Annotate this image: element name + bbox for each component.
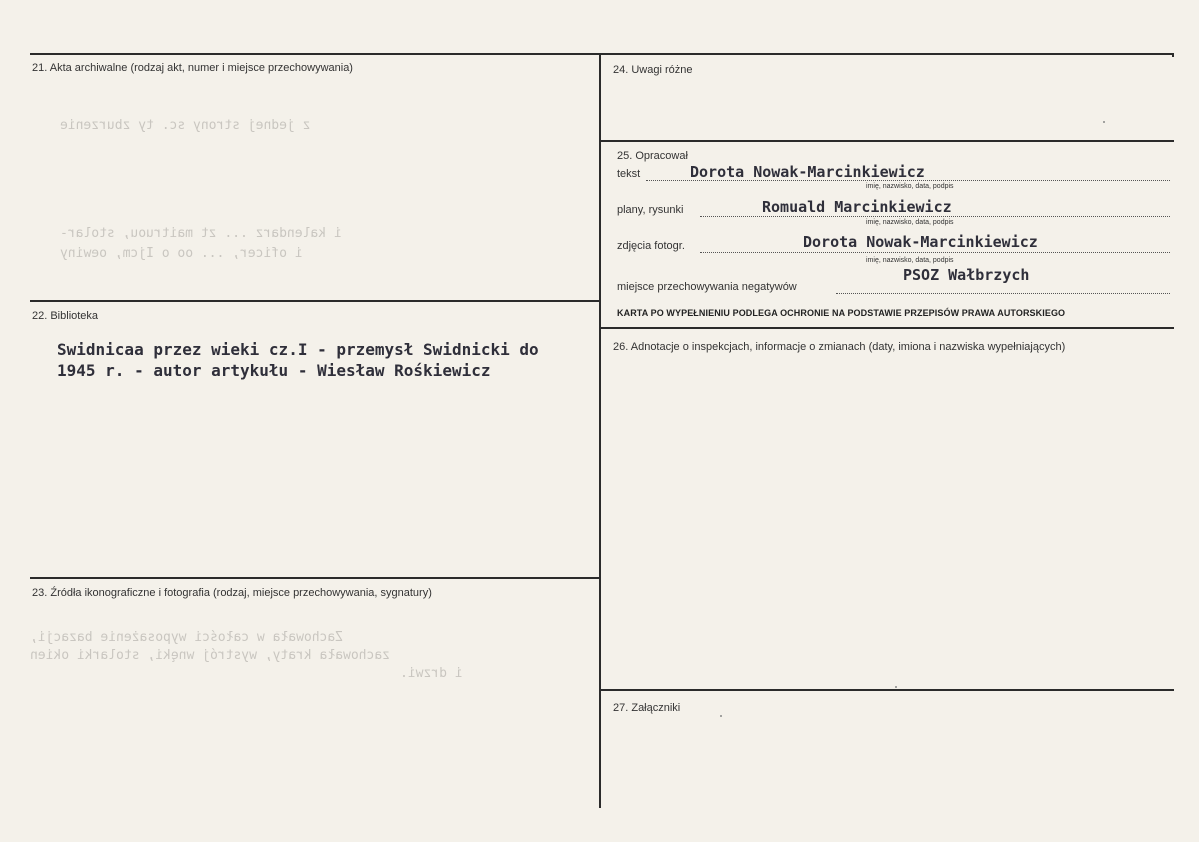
plany-line [700, 216, 1170, 217]
section-26-label: 26. Adnotacje o inspekcjach, informacje o zmianach (daty, imiona i nazwiska wypełniających) [613, 341, 1066, 353]
bleedthrough-text: z jednej strony sc. ty zburzenie [60, 118, 311, 133]
tekst-label: tekst [617, 168, 641, 180]
right-tick [1172, 53, 1174, 57]
paper-speck [895, 686, 897, 688]
paper-speck [1103, 121, 1105, 123]
plany-hint: imię, nazwisko, data, podpis [866, 219, 954, 226]
section-25-label: 25. Opracował [617, 150, 688, 162]
bleedthrough-text: i kalendarz ... zt maitruou, stolar- [60, 226, 342, 241]
library-entry-line1: Swidnicaa przez wieki cz.I - przemysł Swidnicki do [57, 340, 539, 359]
zdjecia-value: Dorota Nowak-Marcinkiewicz [803, 233, 1038, 251]
section-21-label: 21. Akta archiwalne (rodzaj akt, numer i miejsce przechowywania) [32, 62, 353, 74]
paper-speck [720, 715, 722, 717]
zdjecia-line [700, 252, 1170, 253]
plany-label: plany, rysunki [617, 204, 684, 216]
top-rule [30, 53, 1174, 55]
bleedthrough-text: zachowała kraty, wystrój wnęki, stolarki okien [30, 648, 391, 663]
bleedthrough-text: i oficer, ... oo o Ijcm, oewiny [60, 246, 303, 261]
miejsce-label: miejsce przechowywania negatywów [617, 281, 797, 293]
tekst-hint: imię, nazwisko, data, podpis [866, 183, 954, 190]
section-24-label: 24. Uwagi różne [613, 64, 693, 76]
zdjecia-hint: imię, nazwisko, data, podpis [866, 257, 954, 264]
rule-24-25 [601, 140, 1174, 142]
rule-21-22 [30, 300, 601, 302]
bleedthrough-text: Zachowała w całości wyposażenie bazacji, [30, 630, 344, 645]
center-divider [599, 53, 601, 580]
zdjecia-label: zdjęcia fotogr. [617, 240, 685, 252]
rule-22-23 [30, 577, 601, 579]
section-22-label: 22. Biblioteka [32, 310, 99, 322]
section-23-label: 23. Źródła ikonograficzne i fotografia (rodzaj, miejsce przechowywania, sygnatury) [32, 587, 432, 599]
tekst-value: Dorota Nowak-Marcinkiewicz [690, 163, 925, 181]
rule-26-27 [601, 689, 1174, 691]
section-27-label: 27. Załączniki [613, 702, 681, 714]
plany-value: Romuald Marcinkiewicz [762, 198, 952, 216]
library-entry-line2: 1945 r. - autor artykułu - Wiesław Rośkiewicz [57, 361, 491, 380]
center-divider-lower [599, 580, 601, 808]
bleedthrough-text: i drzwi. [400, 666, 463, 681]
rule-25-26 [601, 327, 1174, 329]
miejsce-line [836, 293, 1170, 294]
copyright-notice: KARTA PO WYPEŁNIENIU PODLEGA OCHRONIE NA PODSTAWIE PRZEPISÓW PRAWA AUTORSKIEGO [617, 308, 1066, 318]
miejsce-value: PSOZ Wałbrzych [903, 266, 1030, 284]
